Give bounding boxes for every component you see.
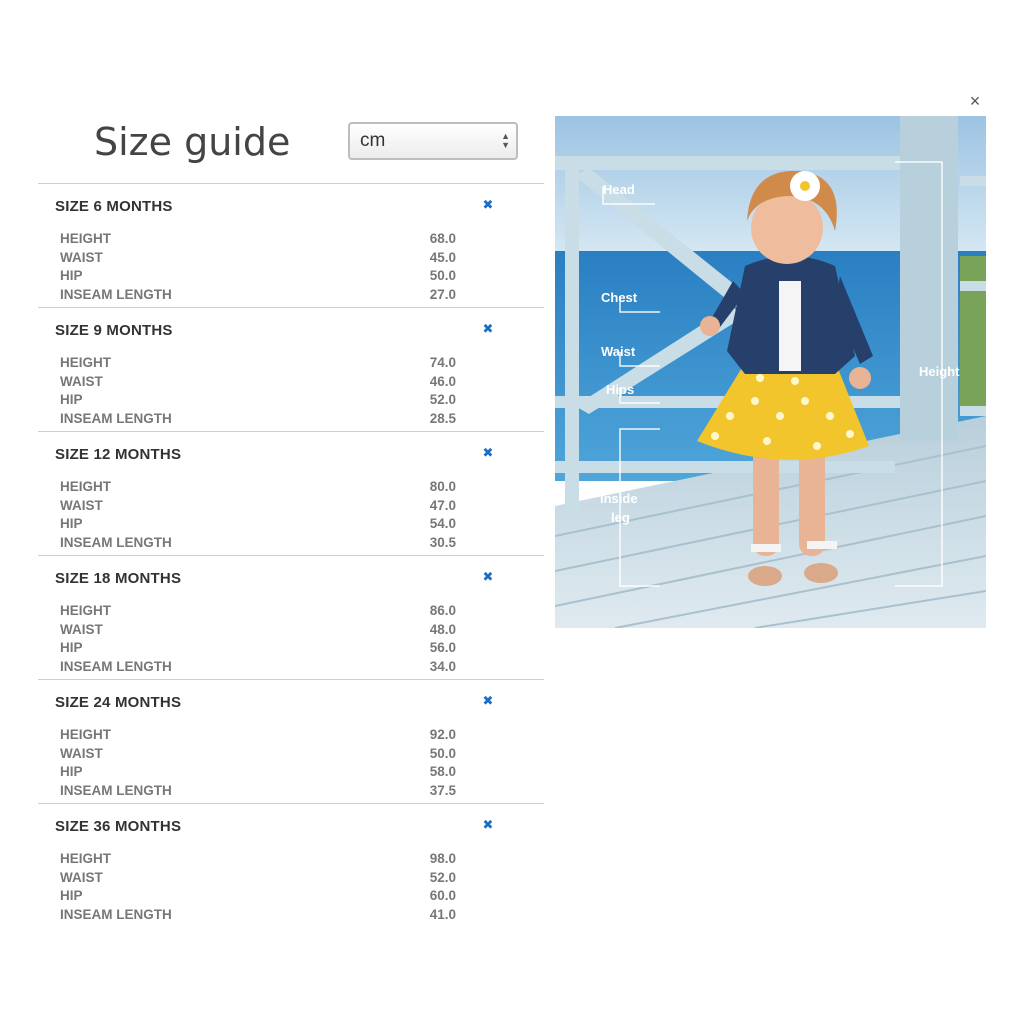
measurement-value: 46.0 [429,373,456,389]
measurement-row [60,764,456,782]
measurement-label: HEIGHT [60,355,112,370]
measurement-row [60,746,456,764]
measurement-row [60,603,456,621]
measurement-label: HIP [60,268,83,283]
measurement-photo [555,116,986,628]
measurement-label: INSEAM LENGTH [60,658,172,674]
measurement-label: INSEAM LENGTH [60,410,172,426]
measurement-value: 37.5 [429,782,456,798]
measurement-row [60,640,456,658]
measurement-label: WAIST [60,373,103,389]
size-block [38,183,544,307]
measurement-value: 45.0 [429,249,456,265]
measurement-value: 52.0 [429,392,456,407]
greenery [960,256,986,416]
measurement-label: INSEAM LENGTH [60,782,172,798]
collapse-size-icon[interactable]: ✖ [482,569,494,584]
size-title: SIZE 6 MONTHS [55,198,173,215]
size-title: SIZE 36 MONTHS [55,818,182,835]
measurement-label: HIP [60,392,83,407]
size-block [38,431,544,555]
measurement-row [60,250,456,268]
measurement-label: HEIGHT [60,603,112,618]
measurement-label: HIP [60,516,83,531]
size-block [38,679,544,803]
measurement-value: 80.0 [429,479,456,494]
measurement-row [60,498,456,516]
measurement-value: 74.0 [429,355,456,370]
measurement-value: 50.0 [429,745,456,761]
measurement-row [60,287,456,305]
size-title: SIZE 18 MONTHS [55,570,182,587]
measurement-row [60,907,456,925]
label-height: Height [919,364,960,379]
measurement-row [60,870,456,888]
collapse-size-icon[interactable]: ✖ [482,197,494,212]
label-hips: Hips [606,382,635,397]
size-block [38,803,544,927]
measurement-value: 30.5 [429,534,456,550]
size-title: SIZE 24 MONTHS [55,694,182,711]
measurement-row [60,392,456,410]
size-block [38,555,544,679]
measurement-illustration [555,116,986,628]
measurement-label: INSEAM LENGTH [60,286,172,302]
size-block [38,307,544,431]
collapse-size-icon[interactable]: ✖ [482,693,494,708]
unit-select[interactable] [348,122,518,160]
measurement-value: 98.0 [429,851,456,866]
measurement-row [60,516,456,534]
measurement-row [60,231,456,249]
measurement-value: 47.0 [429,497,456,513]
measurement-label: HEIGHT [60,231,112,246]
measurement-label: HEIGHT [60,727,112,742]
label-head: Head [603,182,635,197]
measurement-value: 28.5 [429,410,456,426]
measurement-label: HIP [60,764,83,779]
measurement-value: 48.0 [429,621,456,637]
measurement-label: WAIST [60,745,103,761]
size-guide-list [38,183,544,927]
collapse-size-icon[interactable]: ✖ [482,445,494,460]
measurement-label: HIP [60,888,83,903]
measurement-row [60,411,456,429]
measurement-value: 56.0 [429,640,456,655]
measurement-value: 54.0 [429,516,456,531]
measurement-label: WAIST [60,249,103,265]
measurement-label: HEIGHT [60,479,112,494]
size-title: SIZE 9 MONTHS [55,322,173,339]
unit-select-value: cm [360,130,386,151]
measurement-row [60,479,456,497]
measurement-row [60,535,456,553]
close-dialog-button[interactable]: × [969,91,981,111]
measurement-row [60,851,456,869]
measurement-label: WAIST [60,869,103,885]
label-chest: Chest [601,290,638,305]
measurement-row [60,268,456,286]
label-inside-leg-2: leg [611,510,630,525]
collapse-size-icon[interactable]: ✖ [482,321,494,336]
measurement-label: WAIST [60,621,103,637]
measurement-value: 86.0 [429,603,456,618]
measurement-value: 60.0 [429,888,456,903]
measurement-row [60,888,456,906]
measurement-value: 92.0 [429,727,456,742]
measurement-row [60,727,456,745]
measurement-row [60,622,456,640]
measurement-label: HIP [60,640,83,655]
measurement-row [60,374,456,392]
page-title: Size guide [94,120,291,164]
size-title: SIZE 12 MONTHS [55,446,182,463]
measurement-row [60,659,456,677]
measurement-value: 50.0 [429,268,456,283]
measurement-value: 52.0 [429,869,456,885]
measurement-value: 27.0 [429,286,456,302]
measurement-label: WAIST [60,497,103,513]
measurement-row [60,783,456,801]
measurement-label: INSEAM LENGTH [60,534,172,550]
measurement-value: 58.0 [429,764,456,779]
collapse-size-icon[interactable]: ✖ [482,817,494,832]
measurement-label: INSEAM LENGTH [60,906,172,922]
label-inside-leg-1: Inside [600,491,638,506]
measurement-row [60,355,456,373]
measurement-value: 34.0 [429,658,456,674]
select-arrows-icon: ▲ ▼ [501,131,510,150]
measurement-value: 68.0 [429,231,456,246]
measurement-label: HEIGHT [60,851,112,866]
label-waist: Waist [601,344,636,359]
measurement-value: 41.0 [429,906,456,922]
